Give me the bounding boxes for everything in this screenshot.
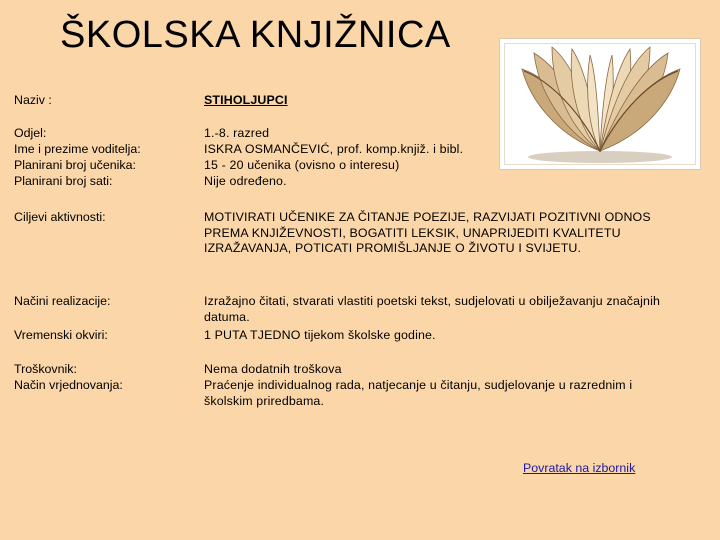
label-broj-sati: Planirani broj sati:: [14, 174, 113, 188]
value-odjel: 1.-8. razred: [204, 126, 270, 140]
page-title: ŠKOLSKA KNJIŽNICA: [60, 14, 451, 56]
label-nacini: Načini realizacije:: [14, 294, 111, 308]
open-book-icon: [500, 39, 700, 169]
label-vrjednovanje: Način vrjednovanja:: [14, 378, 123, 392]
value-voditelj: ISKRA OSMANČEVIĆ, prof. komp.knjiž. i bibl.: [204, 142, 464, 156]
label-okviri: Vremenski okviri:: [14, 328, 108, 342]
back-to-menu-link[interactable]: Povratak na izbornik: [523, 461, 636, 475]
label-broj-ucenika: Planirani broj učenika:: [14, 158, 136, 172]
value-ciljevi: MOTIVIRATI UČENIKE ZA ČITANJE POEZIJE, RAZVIJATI POZITIVNI ODNOS PREMA KNJIŽEVNOSTI, BOGATITI LEKSIK, UNAPRIJEDITI KVALITETU IZRAŽAVANJA, POTICATI PROMIŠLJANJE O ŽIVOTU I SVIJETU.: [204, 210, 651, 255]
value-vrjednovanje: Praćenje individualnog rada, natjecanje u čitanju, sudjelovanje u razrednim i školskim priredbama.: [204, 378, 633, 408]
label-troskovnik: Troškovnik:: [14, 362, 77, 376]
value-okviri: 1 PUTA TJEDNO tijekom školske godine.: [204, 328, 436, 342]
value-broj-sati: Nije određeno.: [204, 174, 287, 188]
value-broj-ucenika: 15 - 20 učenika (ovisno o interesu): [204, 158, 400, 172]
label-voditelj: Ime i prezime voditelja:: [14, 142, 141, 156]
label-naziv: Naziv :: [14, 93, 52, 107]
open-book-image: [499, 38, 701, 170]
value-troskovnik: Nema dodatnih troškova: [204, 362, 342, 376]
value-naziv: STIHOLJUPCI: [204, 93, 288, 107]
label-odjel: Odjel:: [14, 126, 47, 140]
label-ciljevi: Ciljevi aktivnosti:: [14, 210, 106, 224]
value-nacini: Izražajno čitati, stvarati vlastiti poetski tekst, sudjelovati u obilježavanju značajnih datuma.: [204, 294, 661, 324]
